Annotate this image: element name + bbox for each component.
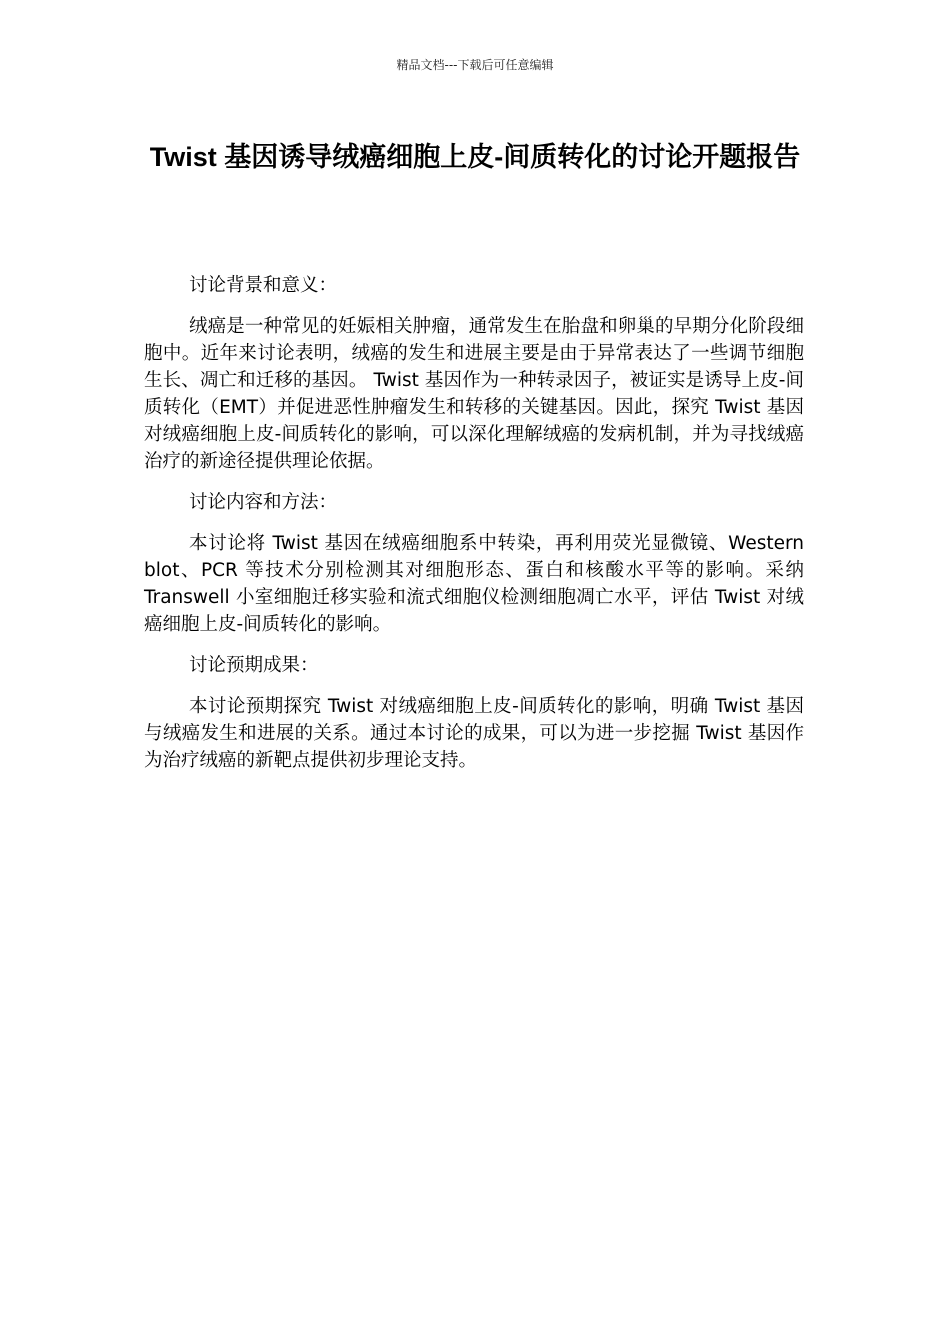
section-text-methods: 本讨论将 Twist 基因在绒癌细胞系中转染，再利用荧光显微镜、Western blot、PCR 等技术分别检测其对细胞形态、蛋白和核酸水平等的影响。采纳 Transwell 小室细胞迁移实验和流式细胞仪检测细胞凋亡水平，评估 Twist 对绒癌细胞上皮-间质转化的影响。 [144,533,804,635]
section-heading-methods: 讨论内容和方法： [189,492,338,513]
document-body [144,272,804,788]
document-title: Twist 基因诱导绒癌细胞上皮-间质转化的讨论开题报告 [149,142,801,172]
section-text-background: 绒癌是一种常见的妊娠相关肿瘤，通常发生在胎盘和卵巢的早期分化阶段细胞中。近年来讨论表明，绒癌的发生和进展主要是由于异常表达了一些调节细胞生长、凋亡和迁移的基因。 Twist 基因作为一种转录因子，被证实是诱导上皮-间质转化（EMT）并促进恶性肿瘤发生和转移的关键基因。因此，探究 Twist 基因对绒癌细胞上皮-间质转化的影响，可以深化理解绒癌的发病机制，并为寻找绒癌治疗的新途径提供理论依据。 [144,316,804,472]
section-text-expected-results: 本讨论预期探究 Twist 对绒癌细胞上皮-间质转化的影响，明确 Twist 基因与绒癌发生和进展的关系。通过本讨论的成果，可以为进一步挖掘 Twist 基因作为治疗绒癌的新靶点提供初步理论支持。 [144,696,804,771]
section-heading-background: 讨论背景和意义： [189,275,338,296]
header-note: 精品文档---下载后可任意编辑 [396,58,554,72]
section-heading-expected-results: 讨论预期成果： [189,655,319,676]
